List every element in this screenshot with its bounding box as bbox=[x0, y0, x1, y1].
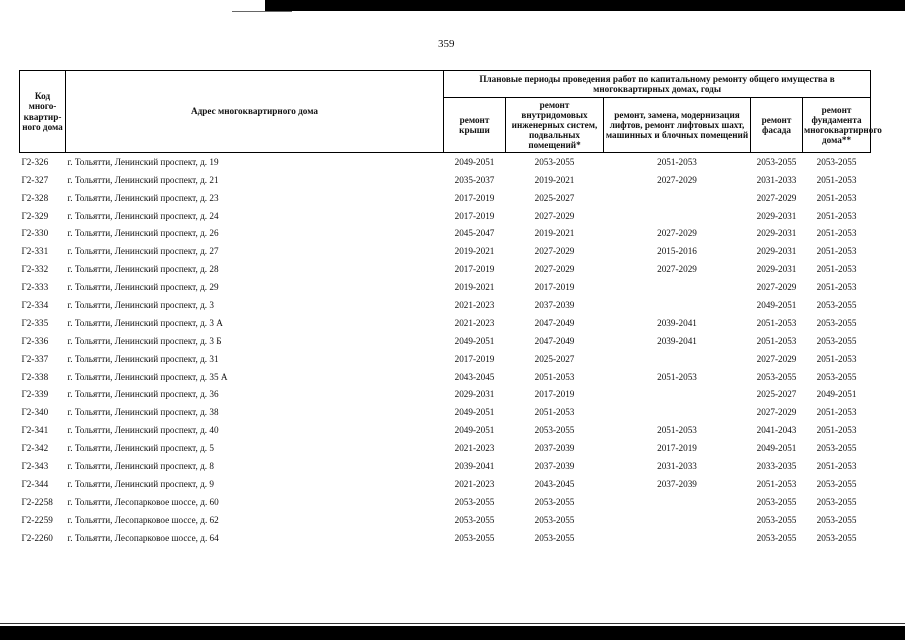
cell-systems: 2047-2049 bbox=[534, 317, 575, 328]
cell-facade: 2027-2029 bbox=[756, 353, 797, 364]
cell-address: г. Тольятти, Ленинский проспект, д. 8 bbox=[67, 461, 214, 472]
cell-address: г. Тольятти, Ленинский проспект, д. 26 bbox=[67, 228, 219, 239]
cell-facade: 2027-2029 bbox=[756, 192, 797, 203]
cell-address: г. Тольятти, Ленинский проспект, д. 38 bbox=[67, 407, 219, 418]
cell-systems: 2053-2055 bbox=[534, 496, 575, 507]
table-row bbox=[20, 189, 871, 207]
cell-roof: 2021-2023 bbox=[454, 300, 495, 311]
cell-roof: 2035-2037 bbox=[454, 174, 495, 185]
cell-systems: 2051-2053 bbox=[534, 371, 575, 382]
cell-code: Г2-2259 bbox=[21, 514, 53, 525]
cell-roof: 2053-2055 bbox=[454, 496, 495, 507]
cell-facade: 2029-2031 bbox=[756, 264, 797, 275]
cell-code: Г2-338 bbox=[21, 371, 49, 382]
header-code: Код много-квартир-ного дома bbox=[20, 71, 66, 153]
cell-elevators bbox=[604, 511, 751, 529]
cell-foundation: 2051-2053 bbox=[816, 264, 857, 275]
cell-roof: 2053-2055 bbox=[454, 532, 495, 543]
cell-systems: 2037-2039 bbox=[534, 443, 575, 454]
cell-elevators: 2039-2041 bbox=[657, 317, 697, 328]
cell-code: Г2-335 bbox=[21, 317, 49, 328]
page-number: 359 bbox=[438, 38, 455, 50]
header-periods: Плановые периоды проведения работ по капитальному ремонту общего имущества в многоквартирных домах, годы bbox=[444, 71, 871, 98]
cell-systems: 2025-2027 bbox=[534, 353, 575, 364]
header-foundation: ремонт фундамента многоквартирного дома** bbox=[803, 98, 871, 153]
cell-code: Г2-332 bbox=[21, 264, 49, 275]
cell-facade: 2053-2055 bbox=[756, 532, 797, 543]
cell-systems: 2053-2055 bbox=[534, 532, 575, 543]
cell-systems: 2047-2049 bbox=[534, 335, 575, 346]
cell-systems: 2019-2021 bbox=[534, 174, 575, 185]
header-roof: ремонт крыши bbox=[444, 98, 506, 153]
cell-elevators bbox=[604, 350, 751, 368]
cell-elevators bbox=[604, 386, 751, 404]
cell-code: Г2-327 bbox=[21, 174, 49, 185]
cell-foundation: 2053-2055 bbox=[816, 300, 857, 311]
cell-systems: 2053-2055 bbox=[534, 156, 575, 167]
table-row bbox=[20, 457, 871, 475]
cell-facade: 2029-2031 bbox=[756, 246, 797, 257]
cell-facade: 2041-2043 bbox=[756, 425, 797, 436]
cell-address: г. Тольятти, Ленинский проспект, д. 24 bbox=[67, 210, 219, 221]
cell-facade: 2029-2031 bbox=[756, 228, 797, 239]
cell-facade: 2053-2055 bbox=[756, 514, 797, 525]
cell-foundation: 2051-2053 bbox=[816, 228, 857, 239]
cell-facade: 2033-2035 bbox=[756, 461, 797, 472]
cell-address: г. Тольятти, Ленинский проспект, д. 3 bbox=[67, 300, 214, 311]
cell-foundation: 2051-2053 bbox=[816, 407, 857, 418]
cell-foundation: 2053-2055 bbox=[816, 443, 857, 454]
table-row bbox=[20, 171, 871, 189]
cell-address: г. Тольятти, Ленинский проспект, д. 40 bbox=[67, 425, 219, 436]
cell-foundation: 2053-2055 bbox=[816, 371, 857, 382]
cell-address: г. Тольятти, Ленинский проспект, д. 19 bbox=[67, 156, 219, 167]
cell-address: г. Тольятти, Ленинский проспект, д. 28 bbox=[67, 264, 219, 275]
cell-systems: 2027-2029 bbox=[534, 210, 575, 221]
header-systems: ремонт внутридомовых инженерных систем, подвальных помещений* bbox=[506, 98, 604, 153]
table-row bbox=[20, 225, 871, 243]
cell-code: Г2-336 bbox=[21, 335, 49, 346]
cell-facade: 2053-2055 bbox=[756, 156, 797, 167]
cell-elevators bbox=[604, 529, 751, 547]
cell-elevators bbox=[604, 278, 751, 296]
table-row bbox=[20, 278, 871, 296]
table-row bbox=[20, 421, 871, 439]
cell-foundation: 2053-2055 bbox=[816, 514, 857, 525]
cell-facade: 2029-2031 bbox=[756, 210, 797, 221]
scan-border-bottom bbox=[0, 626, 905, 640]
cell-elevators: 2051-2053 bbox=[657, 425, 697, 436]
cell-roof: 2049-2051 bbox=[454, 425, 495, 436]
cell-facade: 2051-2053 bbox=[756, 317, 797, 328]
table-row bbox=[20, 511, 871, 529]
cell-address: г. Тольятти, Ленинский проспект, д. 23 bbox=[67, 192, 219, 203]
cell-code: Г2-342 bbox=[21, 443, 49, 454]
table-body bbox=[20, 153, 871, 547]
cell-facade: 2053-2055 bbox=[756, 496, 797, 507]
cell-foundation: 2051-2053 bbox=[816, 461, 857, 472]
scan-mark bbox=[232, 11, 292, 12]
cell-roof: 2045-2047 bbox=[454, 228, 495, 239]
cell-roof: 2021-2023 bbox=[454, 443, 495, 454]
cell-systems: 2017-2019 bbox=[534, 282, 575, 293]
cell-roof: 2049-2051 bbox=[454, 407, 495, 418]
cell-elevators bbox=[604, 207, 751, 225]
cell-elevators bbox=[604, 189, 751, 207]
cell-elevators: 2027-2029 bbox=[657, 264, 697, 275]
cell-systems: 2027-2029 bbox=[534, 246, 575, 257]
cell-elevators: 2051-2053 bbox=[657, 156, 697, 167]
cell-systems: 2017-2019 bbox=[534, 389, 575, 400]
table-row bbox=[20, 314, 871, 332]
cell-address: г. Тольятти, Лесопарковое шоссе, д. 60 bbox=[67, 496, 219, 507]
table-row bbox=[20, 529, 871, 547]
cell-code: Г2-326 bbox=[21, 156, 49, 167]
cell-foundation: 2053-2055 bbox=[816, 335, 857, 346]
cell-foundation: 2053-2055 bbox=[816, 156, 857, 167]
cell-address: г. Тольятти, Ленинский проспект, д. 3 Б bbox=[67, 335, 222, 346]
table-row bbox=[20, 296, 871, 314]
cell-elevators: 2051-2053 bbox=[657, 371, 697, 382]
cell-roof: 2039-2041 bbox=[454, 461, 495, 472]
cell-code: Г2-340 bbox=[21, 407, 49, 418]
header-address: Адрес многоквартирного дома bbox=[66, 71, 444, 153]
table-row bbox=[20, 475, 871, 493]
cell-roof: 2019-2021 bbox=[454, 246, 495, 257]
cell-code: Г2-343 bbox=[21, 461, 49, 472]
cell-facade: 2025-2027 bbox=[756, 389, 797, 400]
cell-facade: 2053-2055 bbox=[756, 371, 797, 382]
scan-border-top bbox=[265, 0, 905, 11]
cell-systems: 2019-2021 bbox=[534, 228, 575, 239]
cell-systems: 2037-2039 bbox=[534, 300, 575, 311]
cell-roof: 2017-2019 bbox=[454, 210, 495, 221]
table-row bbox=[20, 260, 871, 278]
cell-systems: 2053-2055 bbox=[534, 425, 575, 436]
cell-elevators: 2039-2041 bbox=[657, 335, 697, 346]
cell-foundation: 2053-2055 bbox=[816, 532, 857, 543]
cell-address: г. Тольятти, Лесопарковое шоссе, д. 64 bbox=[67, 532, 219, 543]
cell-code: Г2-331 bbox=[21, 246, 49, 257]
cell-code: Г2-333 bbox=[21, 282, 49, 293]
table-row bbox=[20, 368, 871, 386]
cell-foundation: 2053-2055 bbox=[816, 478, 857, 489]
cell-roof: 2043-2045 bbox=[454, 371, 495, 382]
table-row bbox=[20, 242, 871, 260]
cell-facade: 2049-2051 bbox=[756, 300, 797, 311]
cell-roof: 2053-2055 bbox=[454, 514, 495, 525]
cell-address: г. Тольятти, Ленинский проспект, д. 35 А bbox=[67, 371, 228, 382]
cell-code: Г2-334 bbox=[21, 300, 49, 311]
cell-elevators: 2031-2033 bbox=[657, 461, 697, 472]
cell-address: г. Тольятти, Ленинский проспект, д. 9 bbox=[67, 478, 214, 489]
cell-elevators: 2027-2029 bbox=[657, 174, 697, 185]
cell-elevators bbox=[604, 296, 751, 314]
table-row bbox=[20, 439, 871, 457]
cell-facade: 2027-2029 bbox=[756, 407, 797, 418]
cell-foundation: 2051-2053 bbox=[816, 192, 857, 203]
cell-systems: 2051-2053 bbox=[534, 407, 575, 418]
cell-address: г. Тольятти, Ленинский проспект, д. 21 bbox=[67, 174, 219, 185]
cell-systems: 2037-2039 bbox=[534, 461, 575, 472]
cell-elevators: 2015-2016 bbox=[657, 246, 697, 257]
cell-foundation: 2051-2053 bbox=[816, 174, 857, 185]
cell-facade: 2027-2029 bbox=[756, 282, 797, 293]
table-row bbox=[20, 153, 871, 171]
cell-foundation: 2049-2051 bbox=[816, 389, 857, 400]
table-row bbox=[20, 350, 871, 368]
cell-address: г. Тольятти, Ленинский проспект, д. 31 bbox=[67, 353, 219, 364]
cell-code: Г2-339 bbox=[21, 389, 49, 400]
cell-address: г. Тольятти, Лесопарковое шоссе, д. 62 bbox=[67, 514, 219, 525]
table-row bbox=[20, 493, 871, 511]
cell-code: Г2-2260 bbox=[21, 532, 53, 543]
cell-elevators bbox=[604, 493, 751, 511]
cell-roof: 2017-2019 bbox=[454, 264, 495, 275]
cell-code: Г2-337 bbox=[21, 353, 49, 364]
cell-address: г. Тольятти, Ленинский проспект, д. 5 bbox=[67, 443, 214, 454]
cell-facade: 2049-2051 bbox=[756, 443, 797, 454]
cell-code: Г2-330 bbox=[21, 228, 49, 239]
cell-systems: 2043-2045 bbox=[534, 478, 575, 489]
cell-roof: 2017-2019 bbox=[454, 192, 495, 203]
cell-foundation: 2051-2053 bbox=[816, 246, 857, 257]
header-elevators: ремонт, замена, модернизация лифтов, ремонт лифтовых шахт, машинных и блочных помещений bbox=[604, 98, 751, 153]
cell-address: г. Тольятти, Ленинский проспект, д. 29 bbox=[67, 282, 219, 293]
cell-roof: 2021-2023 bbox=[454, 317, 495, 328]
capital-repair-table bbox=[19, 70, 882, 547]
table-row bbox=[20, 403, 871, 421]
table-row bbox=[20, 207, 871, 225]
cell-foundation: 2051-2053 bbox=[816, 425, 857, 436]
table-row bbox=[20, 386, 871, 404]
cell-code: Г2-341 bbox=[21, 425, 49, 436]
cell-facade: 2051-2053 bbox=[756, 335, 797, 346]
cell-roof: 2019-2021 bbox=[454, 282, 495, 293]
cell-elevators bbox=[604, 403, 751, 421]
cell-systems: 2053-2055 bbox=[534, 514, 575, 525]
cell-address: г. Тольятти, Ленинский проспект, д. 27 bbox=[67, 246, 219, 257]
cell-roof: 2017-2019 bbox=[454, 353, 495, 364]
cell-code: Г2-329 bbox=[21, 210, 49, 221]
cell-foundation: 2051-2053 bbox=[816, 353, 857, 364]
cell-address: г. Тольятти, Ленинский проспект, д. 36 bbox=[67, 389, 219, 400]
cell-systems: 2027-2029 bbox=[534, 264, 575, 275]
cell-roof: 2029-2031 bbox=[454, 389, 495, 400]
cell-foundation: 2053-2055 bbox=[816, 496, 857, 507]
cell-roof: 2049-2051 bbox=[454, 335, 495, 346]
cell-foundation: 2053-2055 bbox=[816, 317, 857, 328]
cell-code: Г2-2258 bbox=[21, 496, 53, 507]
header-facade: ремонт фасада bbox=[751, 98, 803, 153]
cell-address: г. Тольятти, Ленинский проспект, д. 3 А bbox=[67, 317, 223, 328]
cell-systems: 2025-2027 bbox=[534, 192, 575, 203]
scan-line-bottom bbox=[0, 623, 905, 624]
cell-facade: 2051-2053 bbox=[756, 478, 797, 489]
cell-code: Г2-344 bbox=[21, 478, 49, 489]
cell-elevators: 2027-2029 bbox=[657, 228, 697, 239]
cell-facade: 2031-2033 bbox=[756, 174, 797, 185]
cell-roof: 2021-2023 bbox=[454, 478, 495, 489]
cell-code: Г2-328 bbox=[21, 192, 49, 203]
cell-elevators: 2037-2039 bbox=[657, 478, 697, 489]
cell-roof: 2049-2051 bbox=[454, 156, 495, 167]
cell-foundation: 2051-2053 bbox=[816, 282, 857, 293]
table-row bbox=[20, 332, 871, 350]
cell-elevators: 2017-2019 bbox=[657, 443, 697, 454]
cell-foundation: 2051-2053 bbox=[816, 210, 857, 221]
